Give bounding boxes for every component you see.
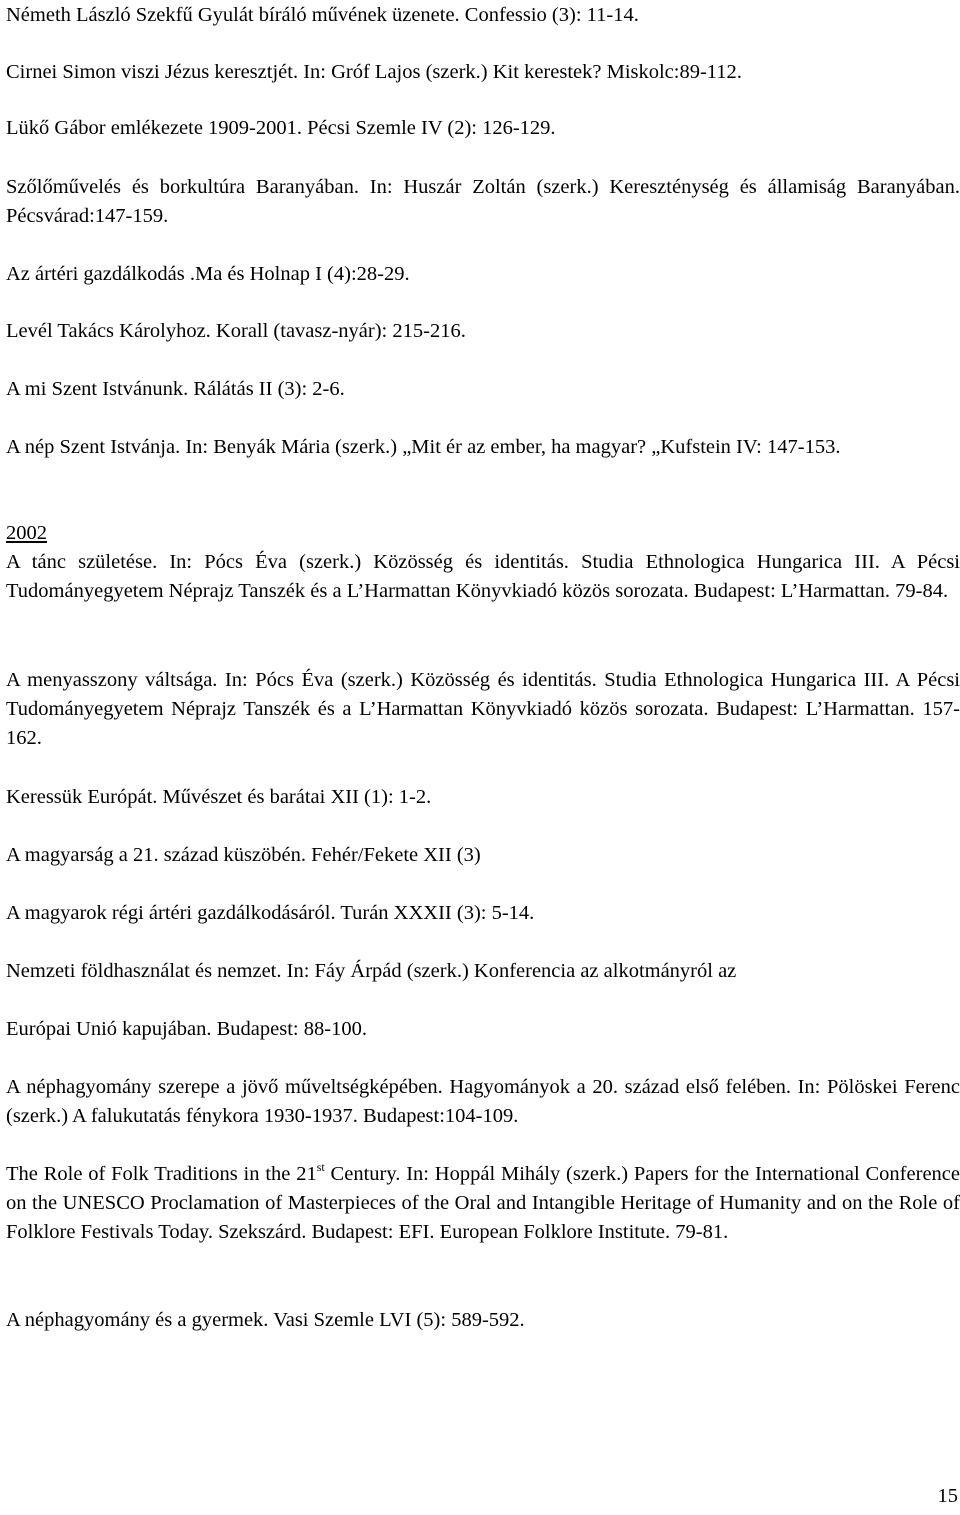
bibliography-entry: A magyarok régi ártéri gazdálkodásáról. Turán XXXII (3): 5-14. [6, 902, 535, 924]
bibliography-entry: Németh László Szekfű Gyulát bíráló művének üzenete. Confessio (3): 11-14. [6, 4, 639, 26]
bibliography-entry: Lükő Gábor emlékezete 1909-2001. Pécsi Szemle IV (2): 126-129. [6, 117, 556, 139]
bibliography-entry: A magyarság a 21. század küszöbén. Fehér/Fekete XII (3) [6, 844, 481, 866]
bibliography-year-block [6, 519, 960, 606]
entry-text-part: Century. In: Hoppál Mihály (szerk.) Papers for the International Conference on the UNESCO Proclamation of Masterpieces of the Oral and Intangible Heritage of Humanity and on the Role of Folklore Festivals Today. Szekszárd. Budapest: EFI. European Folklore Institute. 79-81. [6, 1163, 960, 1243]
page-number: 15 [937, 1485, 958, 1507]
bibliography-entry: A néphagyomány és a gyermek. Vasi Szemle LVI (5): 589-592. [6, 1309, 525, 1331]
bibliography-entry: Európai Unió kapujában. Budapest: 88-100. [6, 1018, 367, 1040]
bibliography-entry [6, 1160, 960, 1247]
bibliography-entry: A nép Szent Istvánja. In: Benyák Mária (szerk.) „Mit ér az ember, ha magyar? „Kufstein IV: 147-153. [6, 436, 841, 458]
bibliography-entry: Szőlőművelés és borkultúra Baranyában. In: Huszár Zoltán (szerk.) Kereszténység és államiság Baranyában. Pécsvárad:147-159. [6, 176, 960, 227]
bibliography-entry: Nemzeti földhasználat és nemzet. In: Fáy Árpád (szerk.) Konferencia az alkotmányról az [6, 960, 737, 982]
entry-text-part: The Role of Folk Traditions in the 21 [6, 1163, 317, 1185]
ordinal-superscript: st [316, 1160, 325, 1174]
bibliography-entry: Az ártéri gazdálkodás .Ma és Holnap I (4):28-29. [6, 263, 410, 285]
bibliography-entry: A néphagyomány szerepe a jövő műveltségképében. Hagyományok a 20. század első felében. In: Pölöskei Ferenc (szerk.) A falukutatás fénykora 1930-1937. Budapest:104-109. [6, 1076, 960, 1127]
bibliography-entry: Cirnei Simon viszi Jézus keresztjét. In: Gróf Lajos (szerk.) Kit kerestek? Miskolc:89-112. [6, 61, 742, 83]
bibliography-entry: A menyasszony váltsága. In: Pócs Éva (szerk.) Közösség és identitás. Studia Ethnologica Hungarica III. A Pécsi Tudományegyetem Néprajz Tanszék és a L’Harmattan Könyvkiadó közös sorozata. Budapest: L’Harmattan. 157-162. [6, 669, 960, 749]
bibliography-entry: Levél Takács Károlyhoz. Korall (tavasz-nyár): 215-216. [6, 320, 466, 342]
bibliography-entry: A tánc születése. In: Pócs Éva (szerk.) Közösség és identitás. Studia Ethnologica Hungarica III. A Pécsi Tudományegyetem Néprajz Tanszék és a L’Harmattan Könyvkiadó közös sorozata. Budapest: L’Harmattan. 79-84. [6, 551, 960, 602]
year-heading: 2002 [6, 522, 47, 544]
bibliography-entry: Keressük Európát. Művészet és barátai XII (1): 1-2. [6, 786, 432, 808]
bibliography-entry: A mi Szent Istvánunk. Rálátás II (3): 2-6. [6, 378, 345, 400]
